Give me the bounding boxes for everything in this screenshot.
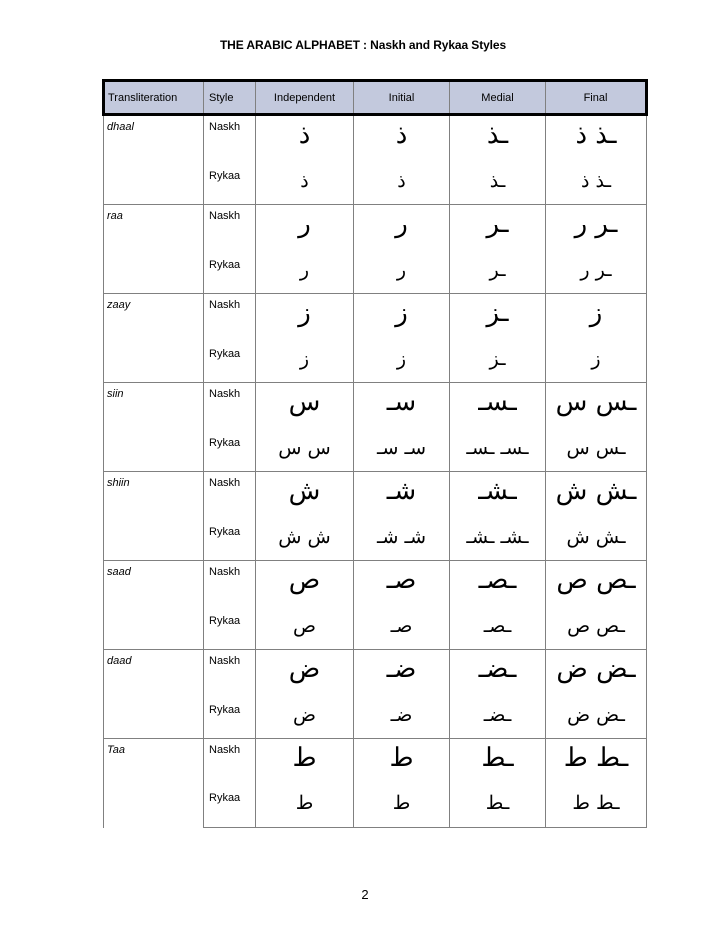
style-name: Rykaa <box>204 254 256 294</box>
independent-glyph: ص <box>256 561 354 610</box>
final-glyph: ـش ش <box>546 521 647 561</box>
initial-glyph: ذ <box>354 115 450 165</box>
final-glyph: ـض ض <box>546 650 647 699</box>
medial-glyph: ـشـ <box>450 472 546 521</box>
style-name: Naskh <box>204 472 256 521</box>
letter-name: Taa <box>104 738 204 827</box>
independent-glyph: ط <box>256 787 354 827</box>
initial-glyph: ضـ <box>354 650 450 699</box>
medial-glyph: ـذ <box>450 165 546 205</box>
letter-name: zaay <box>104 294 204 383</box>
initial-glyph: صـ <box>354 610 450 650</box>
initial-glyph: شـ شـ <box>354 521 450 561</box>
header-initial: Initial <box>354 81 450 115</box>
initial-glyph: ذ <box>354 165 450 205</box>
independent-glyph: س <box>256 383 354 432</box>
style-name: Naskh <box>204 383 256 432</box>
header-medial: Medial <box>450 81 546 115</box>
header-transliteration: Transliteration <box>104 81 204 115</box>
independent-glyph: ش ش <box>256 521 354 561</box>
table-row <box>104 472 647 521</box>
independent-glyph: ض <box>256 699 354 739</box>
medial-glyph: ـشـ ـشـ <box>450 521 546 561</box>
style-name: Rykaa <box>204 521 256 561</box>
medial-glyph: ـسـ ـسـ <box>450 432 546 472</box>
final-glyph: ـذ ذ <box>546 115 647 165</box>
style-name: Naskh <box>204 738 256 787</box>
header-independent: Independent <box>256 81 354 115</box>
table-row <box>104 650 647 699</box>
initial-glyph: ز <box>354 294 450 343</box>
independent-glyph: س س <box>256 432 354 472</box>
medial-glyph: ـر <box>450 254 546 294</box>
medial-glyph: ـز <box>450 343 546 383</box>
initial-glyph: ط <box>354 787 450 827</box>
page-title: THE ARABIC ALPHABET : Naskh and Rykaa Styles <box>219 38 507 52</box>
independent-glyph: ز <box>256 294 354 343</box>
medial-glyph: ـط <box>450 787 546 827</box>
final-glyph: ـس س <box>546 383 647 432</box>
independent-glyph: ر <box>256 254 354 294</box>
letter-name: shiin <box>104 472 204 561</box>
final-glyph: ـذ ذ <box>546 165 647 205</box>
medial-glyph: ـز <box>450 294 546 343</box>
style-name: Rykaa <box>204 610 256 650</box>
letter-name: raa <box>104 205 204 294</box>
table-row <box>104 561 647 610</box>
final-glyph: ز <box>546 294 647 343</box>
style-name: Naskh <box>204 561 256 610</box>
style-name: Naskh <box>204 115 256 165</box>
medial-glyph: ـط <box>450 738 546 787</box>
medial-glyph: ـصـ <box>450 561 546 610</box>
page-number: 2 <box>361 887 369 902</box>
style-name: Naskh <box>204 294 256 343</box>
initial-glyph: شـ <box>354 472 450 521</box>
table-row <box>104 738 647 787</box>
medial-glyph: ـضـ <box>450 650 546 699</box>
final-glyph: ـط ط <box>546 787 647 827</box>
medial-glyph: ـصـ <box>450 610 546 650</box>
style-name: Rykaa <box>204 699 256 739</box>
medial-glyph: ـضـ <box>450 699 546 739</box>
initial-glyph: سـ سـ <box>354 432 450 472</box>
letter-name: saad <box>104 561 204 650</box>
table-row <box>104 294 647 343</box>
style-name: Rykaa <box>204 787 256 827</box>
header-final: Final <box>546 81 647 115</box>
initial-glyph: ط <box>354 738 450 787</box>
final-glyph: ـر ر <box>546 205 647 254</box>
alphabet-table <box>102 79 648 828</box>
style-name: Rykaa <box>204 343 256 383</box>
independent-glyph: ش <box>256 472 354 521</box>
independent-glyph: ط <box>256 738 354 787</box>
independent-glyph: ض <box>256 650 354 699</box>
initial-glyph: ر <box>354 254 450 294</box>
letter-name: daad <box>104 650 204 739</box>
independent-glyph: ر <box>256 205 354 254</box>
final-glyph: ز <box>546 343 647 383</box>
initial-glyph: سـ <box>354 383 450 432</box>
style-name: Rykaa <box>204 165 256 205</box>
final-glyph: ـس س <box>546 432 647 472</box>
table-row <box>104 205 647 254</box>
independent-glyph: ذ <box>256 165 354 205</box>
letter-name: siin <box>104 383 204 472</box>
style-name: Rykaa <box>204 432 256 472</box>
independent-glyph: ص <box>256 610 354 650</box>
final-glyph: ـض ض <box>546 699 647 739</box>
table-row <box>104 383 647 432</box>
initial-glyph: ر <box>354 205 450 254</box>
independent-glyph: ز <box>256 343 354 383</box>
final-glyph: ـش ش <box>546 472 647 521</box>
independent-glyph: ذ <box>256 115 354 165</box>
table-row <box>104 115 647 165</box>
initial-glyph: ضـ <box>354 699 450 739</box>
table-header-row <box>104 81 647 115</box>
medial-glyph: ـذ <box>450 115 546 165</box>
header-style: Style <box>204 81 256 115</box>
style-name: Naskh <box>204 205 256 254</box>
style-name: Naskh <box>204 650 256 699</box>
letter-name: dhaal <box>104 115 204 205</box>
initial-glyph: ز <box>354 343 450 383</box>
initial-glyph: صـ <box>354 561 450 610</box>
final-glyph: ـط ط <box>546 738 647 787</box>
final-glyph: ـر ر <box>546 254 647 294</box>
final-glyph: ـص ص <box>546 610 647 650</box>
medial-glyph: ـسـ <box>450 383 546 432</box>
medial-glyph: ـر <box>450 205 546 254</box>
final-glyph: ـص ص <box>546 561 647 610</box>
